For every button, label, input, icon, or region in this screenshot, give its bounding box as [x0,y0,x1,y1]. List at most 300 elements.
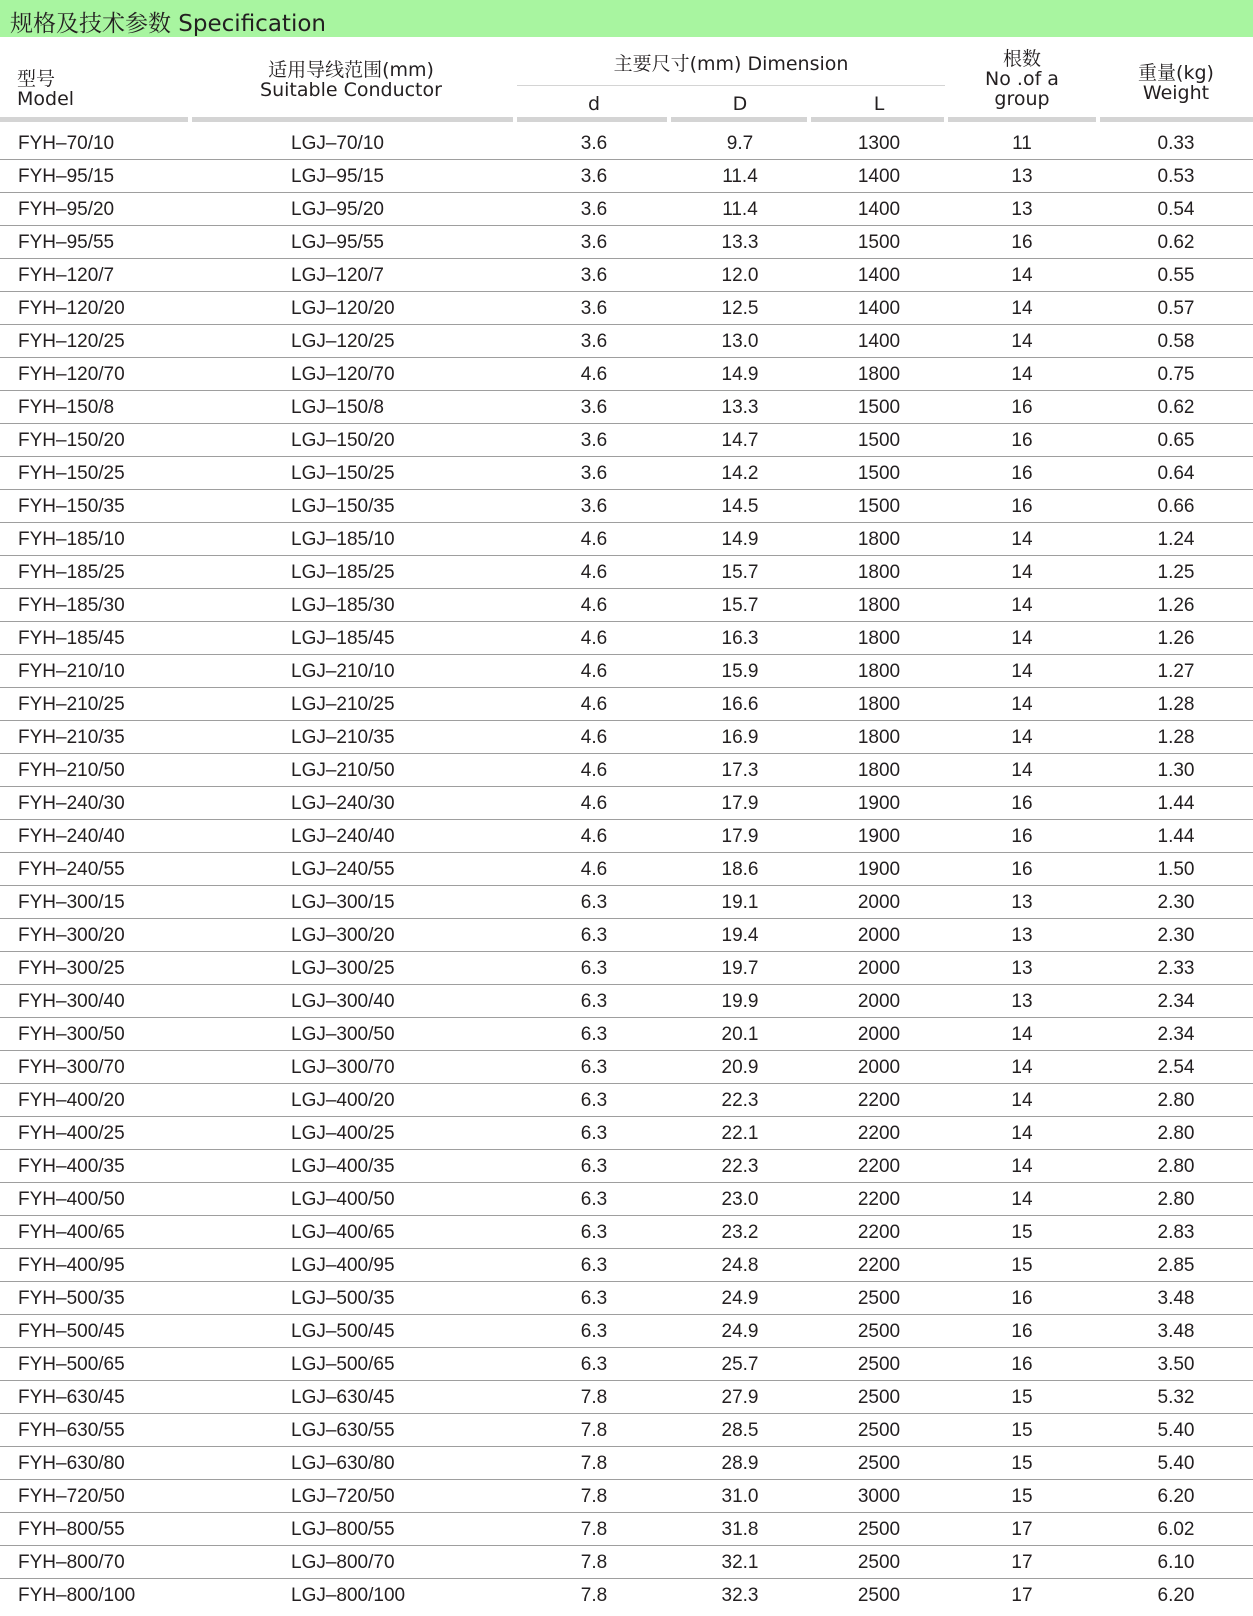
d-cell: 3.6 [580,496,608,517]
D-cell: 19.9 [721,991,759,1012]
header-model-cn: 型号 [17,68,56,90]
conductor-cell: LGJ–400/50 [291,1189,395,1210]
model-cell: FYH–210/50 [18,760,125,781]
d-cell: 4.6 [580,595,608,616]
conductor-cell: LGJ–300/15 [291,892,395,913]
conductor-cell: LGJ–95/15 [291,166,384,187]
weight-cell: 6.10 [1157,1552,1195,1573]
d-cell: 6.3 [580,1057,608,1078]
model-cell: FYH–400/95 [18,1255,125,1276]
d-cell: 4.6 [580,562,608,583]
D-cell: 17.9 [721,826,759,847]
weight-cell: 2.80 [1157,1123,1195,1144]
weight-cell: 2.34 [1157,1024,1195,1045]
D-cell: 15.7 [721,562,759,583]
conductor-cell: LGJ–400/95 [291,1255,395,1276]
L-cell: 2000 [857,958,901,979]
model-cell: FYH–185/45 [18,628,125,649]
d-cell: 3.6 [580,397,608,418]
L-cell: 2500 [857,1453,901,1474]
D-cell: 14.5 [721,496,759,517]
D-cell: 9.7 [726,133,754,154]
D-cell: 22.3 [721,1156,759,1177]
conductor-cell: LGJ–300/40 [291,991,395,1012]
weight-cell: 2.34 [1157,991,1195,1012]
L-cell: 1800 [857,628,901,649]
model-cell: FYH–300/50 [18,1024,125,1045]
table-row [0,853,1253,886]
group-count-cell: 16 [1011,463,1033,484]
group-count-cell: 14 [1011,661,1033,682]
table-row [0,1315,1253,1348]
L-cell: 1900 [857,793,901,814]
weight-cell: 2.33 [1157,958,1195,979]
group-count-cell: 15 [1011,1420,1033,1441]
weight-cell: 1.44 [1157,793,1195,814]
D-cell: 20.9 [721,1057,759,1078]
D-cell: 23.2 [721,1222,759,1243]
weight-cell: 6.20 [1157,1486,1195,1507]
table-row [0,1018,1253,1051]
conductor-cell: LGJ–500/35 [291,1288,395,1309]
group-count-cell: 13 [1011,958,1033,979]
table-row [0,259,1253,292]
group-count-cell: 15 [1011,1453,1033,1474]
conductor-cell: LGJ–300/70 [291,1057,395,1078]
table-row [0,292,1253,325]
group-count-cell: 16 [1011,826,1033,847]
L-cell: 1800 [857,529,901,550]
weight-cell: 3.48 [1157,1288,1195,1309]
table-row [0,1480,1253,1513]
conductor-cell: LGJ–95/20 [291,199,384,220]
table-row [0,490,1253,523]
table-body [0,127,1253,1612]
d-cell: 4.6 [580,529,608,550]
L-cell: 1500 [857,496,901,517]
D-cell: 12.0 [721,265,759,286]
header-model-en: Model [17,88,75,110]
table-row [0,688,1253,721]
d-cell: 4.6 [580,826,608,847]
conductor-cell: LGJ–185/30 [291,595,395,616]
group-count-cell: 16 [1011,430,1033,451]
D-cell: 32.1 [721,1552,759,1573]
L-cell: 2500 [857,1552,901,1573]
weight-cell: 5.32 [1157,1387,1195,1408]
model-cell: FYH–630/55 [18,1420,125,1441]
L-cell: 1900 [857,859,901,880]
table-row [0,556,1253,589]
header-underline [1100,117,1253,122]
group-count-cell: 14 [1011,727,1033,748]
D-cell: 19.1 [721,892,759,913]
group-count-cell: 14 [1011,1057,1033,1078]
table-row [0,424,1253,457]
L-cell: 1800 [857,661,901,682]
L-cell: 2200 [857,1222,901,1243]
group-count-cell: 14 [1011,694,1033,715]
D-cell: 14.7 [721,430,759,451]
D-cell: 14.9 [721,529,759,550]
weight-cell: 2.30 [1157,925,1195,946]
D-cell: 13.3 [721,232,759,253]
L-cell: 1400 [857,166,901,187]
header-underline [948,117,1096,122]
table-row [0,622,1253,655]
group-count-cell: 14 [1011,1189,1033,1210]
L-cell: 2500 [857,1354,901,1375]
weight-cell: 0.66 [1157,496,1195,517]
table-row [0,1348,1253,1381]
table-row [0,1579,1253,1612]
L-cell: 1800 [857,562,901,583]
model-cell: FYH–120/7 [18,265,115,286]
model-cell: FYH–240/40 [18,826,125,847]
D-cell: 32.3 [721,1585,759,1606]
weight-cell: 1.25 [1157,562,1195,583]
weight-cell: 6.02 [1157,1519,1195,1540]
model-cell: FYH–720/50 [18,1486,125,1507]
L-cell: 1500 [857,232,901,253]
table-row [0,1183,1253,1216]
d-cell: 3.6 [580,232,608,253]
d-cell: 3.6 [580,133,608,154]
model-cell: FYH–630/45 [18,1387,125,1408]
d-cell: 3.6 [580,331,608,352]
table-row [0,1150,1253,1183]
weight-cell: 1.50 [1157,859,1195,880]
model-cell: FYH–400/65 [18,1222,125,1243]
table-row [0,1513,1253,1546]
model-cell: FYH–185/10 [18,529,125,550]
model-cell: FYH–150/8 [18,397,115,418]
L-cell: 2500 [857,1519,901,1540]
model-cell: FYH–95/55 [18,232,115,253]
conductor-cell: LGJ–240/55 [291,859,395,880]
d-cell: 6.3 [580,958,608,979]
weight-cell: 1.24 [1157,529,1195,550]
L-cell: 2500 [857,1420,901,1441]
group-count-cell: 14 [1011,1123,1033,1144]
table-row [0,985,1253,1018]
conductor-cell: LGJ–210/35 [291,727,395,748]
L-cell: 2200 [857,1255,901,1276]
page-title: 规格及技术参数 Specification [10,11,326,37]
L-cell: 2500 [857,1321,901,1342]
d-cell: 7.8 [580,1486,608,1507]
weight-cell: 2.80 [1157,1090,1195,1111]
D-cell: 11.4 [722,199,758,220]
d-cell: 6.3 [580,1123,608,1144]
group-count-cell: 14 [1011,298,1033,319]
group-count-cell: 15 [1011,1255,1033,1276]
d-cell: 4.6 [580,793,608,814]
L-cell: 2200 [857,1156,901,1177]
group-count-cell: 16 [1011,859,1033,880]
model-cell: FYH–210/10 [18,661,125,682]
d-cell: 6.3 [580,1024,608,1045]
header-group-en1: No .of a [985,68,1059,90]
L-cell: 2200 [857,1123,901,1144]
d-cell: 7.8 [580,1552,608,1573]
header-underline [517,117,667,122]
weight-cell: 2.83 [1157,1222,1195,1243]
weight-cell: 0.65 [1157,430,1195,451]
d-cell: 7.8 [580,1387,608,1408]
group-count-cell: 16 [1011,1288,1033,1309]
table-row [0,1117,1253,1150]
d-cell: 6.3 [580,1090,608,1111]
table-row [0,754,1253,787]
d-cell: 3.6 [580,463,608,484]
weight-cell: 1.26 [1157,595,1195,616]
D-cell: 15.7 [721,595,759,616]
dimension-divider [517,85,945,86]
table-row [0,1546,1253,1579]
header-D: D [732,93,748,115]
header-underline [811,117,944,122]
group-count-cell: 15 [1011,1222,1033,1243]
weight-cell: 0.55 [1157,265,1195,286]
weight-cell: 6.20 [1157,1585,1195,1606]
table-row [0,1447,1253,1480]
d-cell: 6.3 [580,1255,608,1276]
weight-cell: 3.48 [1157,1321,1195,1342]
L-cell: 2000 [857,892,901,913]
conductor-cell: LGJ–210/25 [291,694,395,715]
model-cell: FYH–300/25 [18,958,125,979]
L-cell: 2000 [857,991,901,1012]
L-cell: 2200 [857,1189,901,1210]
L-cell: 2500 [857,1288,901,1309]
model-cell: FYH–500/35 [18,1288,125,1309]
D-cell: 19.4 [721,925,759,946]
model-cell: FYH–95/20 [18,199,115,220]
d-cell: 4.6 [580,694,608,715]
D-cell: 14.9 [721,364,759,385]
table-row [0,655,1253,688]
group-count-cell: 17 [1011,1519,1033,1540]
model-cell: FYH–120/25 [18,331,125,352]
model-cell: FYH–630/80 [18,1453,125,1474]
D-cell: 28.5 [721,1420,759,1441]
conductor-cell: LGJ–500/65 [291,1354,395,1375]
model-cell: FYH–120/70 [18,364,125,385]
D-cell: 23.0 [721,1189,759,1210]
d-cell: 6.3 [580,991,608,1012]
header-group-cn: 根数 [1002,48,1041,70]
model-cell: FYH–800/100 [18,1585,136,1606]
group-count-cell: 14 [1011,760,1033,781]
L-cell: 1400 [857,331,901,352]
L-cell: 1400 [857,199,901,220]
d-cell: 4.6 [580,760,608,781]
model-cell: FYH–150/35 [18,496,125,517]
conductor-cell: LGJ–300/50 [291,1024,395,1045]
model-cell: FYH–120/20 [18,298,125,319]
table-row [0,589,1253,622]
d-cell: 6.3 [580,1288,608,1309]
conductor-cell: LGJ–185/45 [291,628,395,649]
header-group-en2: group [994,88,1050,110]
conductor-cell: LGJ–300/20 [291,925,395,946]
table-row [0,1282,1253,1315]
group-count-cell: 13 [1011,892,1033,913]
group-count-cell: 13 [1011,199,1033,220]
conductor-cell: LGJ–400/65 [291,1222,395,1243]
L-cell: 1800 [857,694,901,715]
d-cell: 6.3 [580,1321,608,1342]
L-cell: 1900 [857,826,901,847]
conductor-cell: LGJ–185/25 [291,562,395,583]
table-row [0,952,1253,985]
group-count-cell: 14 [1011,595,1033,616]
weight-cell: 3.50 [1157,1354,1195,1375]
header-weight-cn: 重量(kg) [1138,62,1214,84]
D-cell: 16.6 [721,694,759,715]
model-cell: FYH–95/15 [18,166,115,187]
D-cell: 24.9 [721,1288,759,1309]
weight-cell: 1.28 [1157,727,1195,748]
conductor-cell: LGJ–120/7 [291,265,384,286]
L-cell: 1300 [857,133,901,154]
model-cell: FYH–240/30 [18,793,125,814]
weight-cell: 2.54 [1157,1057,1195,1078]
L-cell: 2000 [857,1024,901,1045]
D-cell: 16.3 [721,628,759,649]
weight-cell: 1.27 [1157,661,1195,682]
group-count-cell: 16 [1011,397,1033,418]
weight-cell: 2.80 [1157,1189,1195,1210]
d-cell: 6.3 [580,1156,608,1177]
weight-cell: 1.28 [1157,694,1195,715]
group-count-cell: 14 [1011,1024,1033,1045]
model-cell: FYH–210/35 [18,727,125,748]
group-count-cell: 14 [1011,331,1033,352]
weight-cell: 5.40 [1157,1420,1195,1441]
L-cell: 2500 [857,1387,901,1408]
weight-cell: 1.26 [1157,628,1195,649]
table-row [0,1249,1253,1282]
d-cell: 3.6 [580,199,608,220]
D-cell: 18.6 [721,859,759,880]
header-conductor-cn: 适用导线范围(mm) [268,59,434,81]
weight-cell: 0.54 [1157,199,1195,220]
group-count-cell: 16 [1011,232,1033,253]
D-cell: 24.9 [721,1321,759,1342]
d-cell: 4.6 [580,364,608,385]
model-cell: FYH–150/20 [18,430,125,451]
model-cell: FYH–210/25 [18,694,125,715]
conductor-cell: LGJ–150/20 [291,430,395,451]
D-cell: 25.7 [721,1354,759,1375]
L-cell: 2000 [857,925,901,946]
model-cell: FYH–300/40 [18,991,125,1012]
conductor-cell: LGJ–150/35 [291,496,395,517]
weight-cell: 1.30 [1157,760,1195,781]
weight-cell: 0.58 [1157,331,1195,352]
group-count-cell: 11 [1012,133,1032,154]
weight-cell: 2.80 [1157,1156,1195,1177]
D-cell: 22.3 [721,1090,759,1111]
table-row [0,787,1253,820]
weight-cell: 0.62 [1157,397,1195,418]
group-count-cell: 16 [1011,793,1033,814]
D-cell: 31.0 [721,1486,759,1507]
d-cell: 4.6 [580,727,608,748]
conductor-cell: LGJ–720/50 [291,1486,395,1507]
D-cell: 13.0 [721,331,759,352]
conductor-cell: LGJ–400/35 [291,1156,395,1177]
table-row [0,358,1253,391]
conductor-cell: LGJ–500/45 [291,1321,395,1342]
group-count-cell: 14 [1011,529,1033,550]
weight-cell: 2.30 [1157,892,1195,913]
group-count-cell: 15 [1011,1387,1033,1408]
weight-cell: 0.57 [1157,298,1195,319]
model-cell: FYH–150/25 [18,463,125,484]
weight-cell: 0.64 [1157,463,1195,484]
model-cell: FYH–800/70 [18,1552,125,1573]
d-cell: 6.3 [580,1354,608,1375]
conductor-cell: LGJ–800/100 [291,1585,406,1606]
conductor-cell: LGJ–400/25 [291,1123,395,1144]
table-row [0,721,1253,754]
table-row [0,1084,1253,1117]
L-cell: 3000 [857,1486,901,1507]
model-cell: FYH–500/65 [18,1354,125,1375]
table-row [0,523,1253,556]
L-cell: 2200 [857,1090,901,1111]
conductor-cell: LGJ–630/80 [291,1453,395,1474]
table-row [0,919,1253,952]
group-count-cell: 13 [1011,991,1033,1012]
group-count-cell: 13 [1011,925,1033,946]
group-count-cell: 17 [1011,1552,1033,1573]
model-cell: FYH–300/15 [18,892,125,913]
group-count-cell: 17 [1011,1585,1033,1606]
model-cell: FYH–500/45 [18,1321,125,1342]
d-cell: 6.3 [580,892,608,913]
D-cell: 24.8 [721,1255,759,1276]
table-row [0,457,1253,490]
weight-cell: 0.75 [1157,364,1195,385]
conductor-cell: LGJ–800/55 [291,1519,395,1540]
L-cell: 1400 [857,265,901,286]
d-cell: 7.8 [580,1585,608,1606]
conductor-cell: LGJ–95/55 [291,232,384,253]
conductor-cell: LGJ–120/25 [291,331,395,352]
table-row [0,1414,1253,1447]
weight-cell: 0.33 [1157,133,1195,154]
L-cell: 2000 [857,1057,901,1078]
D-cell: 22.1 [721,1123,759,1144]
weight-cell: 0.62 [1157,232,1195,253]
group-count-cell: 16 [1011,1354,1033,1375]
conductor-cell: LGJ–630/55 [291,1420,395,1441]
table-row [0,193,1253,226]
D-cell: 16.9 [721,727,759,748]
header-d: d [587,93,601,115]
L-cell: 1800 [857,364,901,385]
D-cell: 17.9 [721,793,759,814]
D-cell: 31.8 [721,1519,759,1540]
d-cell: 7.8 [580,1519,608,1540]
D-cell: 28.9 [721,1453,759,1474]
L-cell: 1500 [857,397,901,418]
L-cell: 1500 [857,463,901,484]
